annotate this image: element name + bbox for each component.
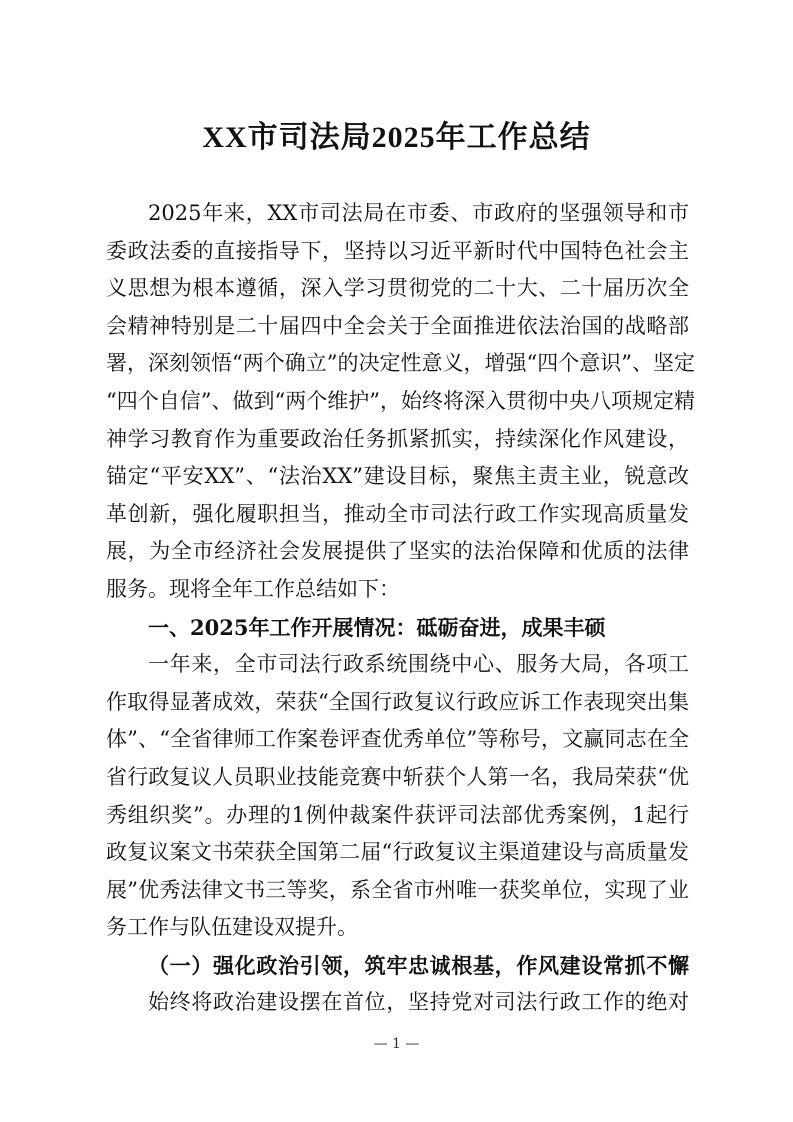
paragraph-line: 务工作与队伍建设双提升。 (106, 915, 358, 940)
paragraph-line: 会精神特别是二十届四中全会关于全面推进依法治国的战略部 (106, 313, 689, 338)
paragraph-line: 一年来，全市司法行政系统围绕中心、服务大局，各项工 (148, 652, 689, 677)
paragraph-line: 始终将政治建设摆在首位，坚持党对司法行政工作的绝对 (148, 990, 689, 1015)
paragraph-line: 锚定“平安XX”、“法治XX”建设目标，聚焦主责主业，锐意改 (106, 464, 689, 489)
paragraph-line: 作取得显著成效，荣获“全国行政复议行政应诉工作表现突出集 (106, 689, 689, 714)
paragraph-line: 体”、“全省律师工作案卷评查优秀单位”等称号，文赢同志在全 (106, 727, 689, 752)
document-title: XX市司法局2025年工作总结 (202, 121, 591, 154)
section-heading: 一、2025年工作开展情况：砥砺奋进，成果丰硕 (148, 614, 606, 640)
paragraph-line: 神学习教育作为重要政治任务抓紧抓实，持续深化作风建设， (106, 426, 689, 451)
paragraph-line: 展”优秀法律文书三等奖，系全省市州唯一获奖单位，实现了业 (106, 877, 689, 902)
paragraph-line: 展，为全市经济社会发展提供了坚实的法治保障和优质的法律 (106, 539, 689, 564)
paragraph-line: 署，深刻领悟“两个确立”的决定性意义，增强“四个意识”、坚定 (106, 351, 695, 376)
paragraph-line: “四个自信”、做到“两个维护”，始终将深入贯彻中央八项规定精 (106, 388, 695, 413)
document-body (106, 195, 695, 1022)
paragraph-line: 义思想为根本遵循，深入学习贯彻党的二十大、二十届历次全 (106, 276, 689, 301)
paragraph-line: 省行政复议人员职业技能竞赛中斩获个人第一名，我局荣获“优 (106, 764, 689, 789)
paragraph-line: 服务。现将全年工作总结如下： (106, 576, 400, 601)
paragraph-line: 秀组织奖”。办理的1例仲裁案件获评司法部优秀案例，1起行 (106, 802, 689, 827)
paragraph-line: 政复议案文书荣获全国第二届“行政复议主渠道建设与高质量发 (106, 840, 689, 865)
paragraph-line: 委政法委的直接指导下，坚持以习近平新时代中国特色社会主 (106, 238, 689, 263)
paragraph-line: 2025年来，XX市司法局在市委、市政府的坚强领导和市 (148, 201, 689, 225)
paragraph-line: 革创新，强化履职担当，推动全市司法行政工作实现高质量发 (106, 501, 689, 526)
section-heading: （一）强化政治引领，筑牢忠诚根基，作风建设常抓不懈 (148, 952, 689, 978)
page-number: — 1 — (373, 1036, 420, 1052)
